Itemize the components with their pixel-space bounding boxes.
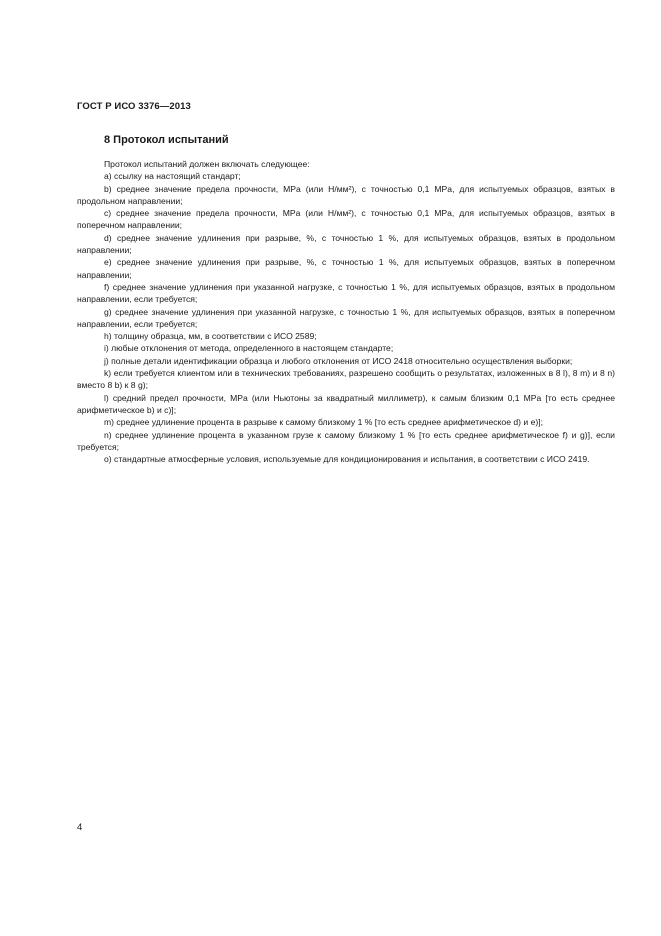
page-number: 4 xyxy=(77,822,83,833)
document-header: ГОСТ Р ИСО 3376—2013 xyxy=(77,101,191,112)
list-item-o: o) стандартные атмосферные условия, используемые для кондиционирования и испытания, в соответствии с ИСО 2419. xyxy=(104,454,590,465)
section-title: 8 Протокол испытаний xyxy=(104,134,229,146)
list-item-e: e) среднее значение удлинения при разрыве, %, с точностью 1 %, для испытуемых образцов, взятых в поперечном направлении; xyxy=(77,257,615,280)
list-item-h: h) толщину образца, мм, в соответствии с ИСО 2589; xyxy=(104,331,317,342)
list-item-n: n) среднее удлинение процента в указанном грузе к самому близкому 1 % [то есть среднее арифметическое f) и g)], если требуется; xyxy=(77,429,615,452)
list-item-l: l) средний предел прочности, MPa (или Ньютоны за квадратный миллиметр), к самым близким 0,1 MPa [то есть среднее арифметическое b) и c)]; xyxy=(77,392,615,415)
list-item-m: m) среднее удлинение процента в разрыве к самому близкому 1 % [то есть среднее арифметическое d) и e)]; xyxy=(104,417,543,428)
list-item-b: b) среднее значение предела прочности, MPa (или Н/мм²), с точностью 0,1 MPa, для испытуемых образцов, взятых в продольном направлении; xyxy=(77,183,615,206)
section-body xyxy=(77,158,615,465)
paragraph-intro: Протокол испытаний должен включать следующее: xyxy=(104,159,310,169)
list-item-g: g) среднее значение удлинения при указанной нагрузке, с точностью 1 %, для испытуемых образцов, взятых в поперечном направлении, если требуется; xyxy=(77,306,615,329)
list-item-a: a) ссылку на настоящий стандарт; xyxy=(104,171,241,182)
list-item-d: d) среднее значение удлинения при разрыве, %, с точностью 1 %, для испытуемых образцов, взятых в продольном направлении; xyxy=(77,232,615,256)
list-item-c: c) среднее значение предела прочности, MPa (или Н/мм²), с точностью 0,1 MPa, для испытуемых образцов, взятых в поперечном направлении; xyxy=(77,208,615,231)
list-item-j: j) полные детали идентификации образца и любого отклонения от ИСО 2418 относительно осуществления выборки; xyxy=(104,355,573,366)
list-item-k: k) если требуется клиентом или в технических требованиях, разрешено сообщить о результатах, изложенных в 8 l), 8 m) и 8 n) вместо 8 b) к 8 g); xyxy=(77,368,615,391)
list-item-i: i) любые отклонения от метода, определенного в настоящем стандарте; xyxy=(104,343,394,354)
list-item-f: f) среднее значение удлинения при указанной нагрузке, с точностью 1 %, для испытуемых образцов, взятых в продольном направлении, если требуется; xyxy=(77,281,615,305)
